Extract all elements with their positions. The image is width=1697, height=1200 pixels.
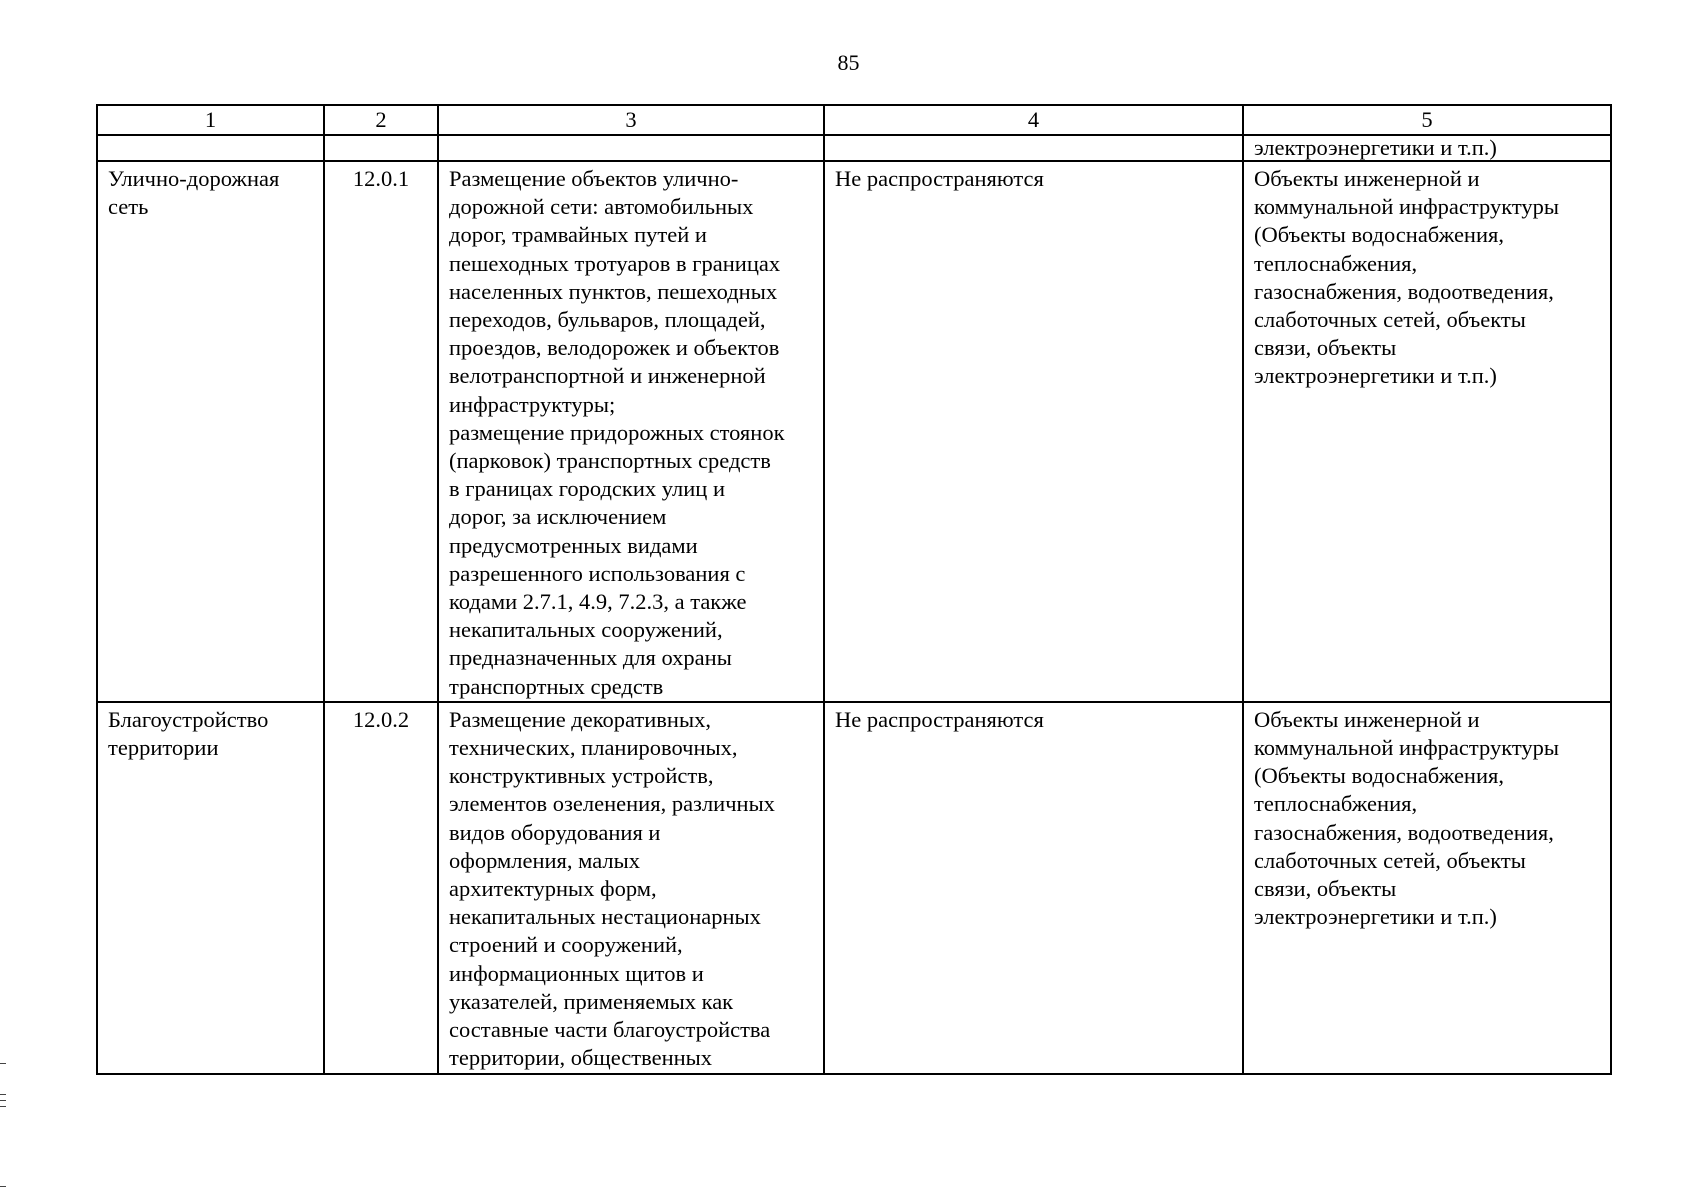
column-header: 2 (324, 105, 438, 135)
table-cell (97, 135, 324, 161)
scan-mark (0, 1063, 6, 1064)
regulations-table (96, 104, 1612, 1075)
use-type-name: Улично-дорожная сеть (97, 161, 324, 702)
column-header: 4 (824, 105, 1243, 135)
table-header-row (97, 105, 1611, 135)
permitted-objects-cell: Объекты инженерной и коммунальной инфраструктуры (Объекты водоснабжения, теплоснабжения, газоснабжения, водоотведения, слаботочных сетей, объекты связи, объекты электроэнергетики и т.п.) (1243, 161, 1611, 702)
table-cell (824, 135, 1243, 161)
table-cell: электроэнергетики и т.п.) (1243, 135, 1611, 161)
use-type-description: Размещение объектов улично- дорожной сети: автомобильных дорог, трамвайных путей и пешеходных тротуаров в границах населенных пунктов, пешеходных переходов, бульваров, площадей, проездов, велодорожек и объектов велотранспортной и инженерной инфраструктуры; размещение придорожных стоянок (парковок) транспортных средств в границах городских улиц и дорог, за исключением предусмотренных видами разрешенного использования с кодами 2.7.1, 4.9, 7.2.3, а также некапитальных сооружений, предназначенных для охраны транспортных средств (438, 161, 824, 702)
column-header: 5 (1243, 105, 1611, 135)
use-type-name: Благоустройство территории (97, 702, 324, 1074)
scan-mark (0, 1186, 6, 1187)
column-header: 1 (97, 105, 324, 135)
scan-mark (0, 1094, 6, 1095)
use-type-description: Размещение декоративных, технических, планировочных, конструктивных устройств, элементов озеленения, различных видов оборудования и оформления, малых архитектурных форм, некапитальных нестационарных строений и сооружений, информационных щитов и указателей, применяемых как составные части благоустройства территории, общественных (438, 702, 824, 1074)
scan-mark (0, 1100, 6, 1101)
continuation-row (97, 135, 1611, 161)
table-cell (438, 135, 824, 161)
use-type-code: 12.0.1 (324, 161, 438, 702)
table-row (97, 702, 1611, 1074)
restriction-cell: Не распространяются (824, 702, 1243, 1074)
column-header: 3 (438, 105, 824, 135)
restriction-cell: Не распространяются (824, 161, 1243, 702)
table-cell (324, 135, 438, 161)
table-row (97, 161, 1611, 702)
use-type-code: 12.0.2 (324, 702, 438, 1074)
permitted-objects-cell: Объекты инженерной и коммунальной инфраструктуры (Объекты водоснабжения, теплоснабжения, газоснабжения, водоотведения, слаботочных сетей, объекты связи, объекты электроэнергетики и т.п.) (1243, 702, 1611, 1074)
page-number: 85 (837, 50, 860, 75)
scan-mark (0, 1106, 6, 1107)
